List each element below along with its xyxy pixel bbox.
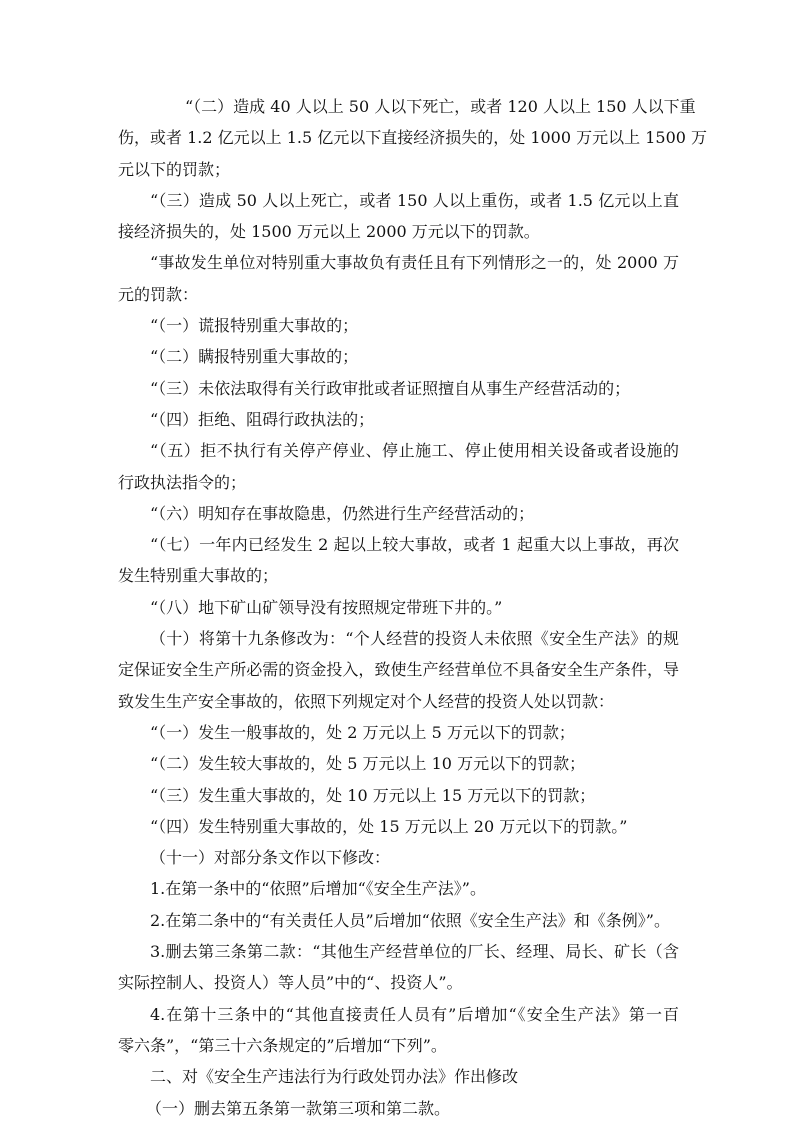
paragraph	[118, 811, 679, 842]
text-line: 元以下的罚款；	[118, 159, 231, 179]
text-line: （十）将第十九条修改为：“个人经营的投资人未依照《安全生产法》的规	[150, 629, 679, 649]
text-line: 4.在第十三条中的“其他直接责任人员有”后增加“《安全生产法》第一百	[150, 1004, 679, 1024]
paragraph	[118, 373, 679, 404]
paragraph	[118, 341, 679, 372]
paragraph	[118, 592, 679, 623]
text-line: “（二）造成 40 人以上 50 人以下死亡，或者 120 人以上 150 人以下重	[185, 97, 696, 116]
paragraph	[118, 999, 679, 1062]
text-line: （一）删去第五条第一款第三项和第二款。	[146, 1098, 451, 1118]
text-line: “（六）明知存在事故隐患，仍然进行生产经营活动的；	[150, 503, 535, 523]
paragraph	[118, 905, 679, 936]
text-line: “（四）拒绝、阻碍行政执法的；	[150, 409, 375, 429]
text-line: “（四）发生特别重大事故的，处 15 万元以上 20 万元以下的罚款。”	[150, 816, 628, 836]
text-line: 元的罚款：	[118, 284, 199, 304]
paragraph	[118, 748, 679, 779]
text-line: “（七）一年内已经发生 2 起以上较大事故，或者 1 起重大以上事故，再次	[150, 535, 679, 555]
text-line: 伤，或者 1.2 亿元以上 1.5 亿元以下直接经济损失的，处 1000 万元以上 1500 万	[118, 128, 708, 148]
text-line: （十一）对部分条文作以下修改：	[150, 848, 391, 868]
document-body	[118, 91, 708, 1124]
paragraph	[118, 842, 679, 873]
text-line: “事故发生单位对特别重大事故负有责任且有下列情形之一的，处 2000 万	[150, 253, 679, 273]
paragraph	[118, 529, 679, 592]
paragraph	[118, 404, 679, 435]
text-line: 发生特别重大事故的；	[118, 566, 279, 586]
text-line: 1.在第一条中的“依照”后增加“《安全生产法》”。	[150, 879, 486, 899]
text-line: “（一）发生一般事故的，处 2 万元以上 5 万元以下的罚款；	[150, 722, 575, 742]
text-line: “（三）造成 50 人以上死亡，或者 150 人以上重伤，或者 1.5 亿元以上直	[150, 190, 679, 210]
paragraph	[118, 185, 679, 248]
text-line: 行政执法指令的；	[118, 472, 247, 492]
text-line: “（三）发生重大事故的，处 10 万元以上 15 万元以下的罚款；	[150, 785, 596, 805]
paragraph	[118, 91, 708, 185]
text-line: 3.删去第三条第二款：“其他生产经营单位的厂长、经理、局长、矿长（含	[150, 942, 679, 962]
text-line: “（二）发生较大事故的，处 5 万元以上 10 万元以下的罚款；	[150, 754, 586, 774]
paragraph	[118, 1061, 679, 1092]
paragraph	[118, 623, 679, 717]
text-line: 零六条”，“第三十六条规定的”后增加“下列”。	[118, 1035, 447, 1055]
text-line: “（五）拒不执行有关停产停业、停止施工、停止使用相关设备或者设施的	[150, 441, 679, 461]
text-line: 2.在第二条中的“有关责任人员”后增加“依照《安全生产法》和《条例》”。	[150, 910, 670, 930]
paragraph	[118, 936, 679, 999]
text-line: 实际控制人、投资人）等人员”中的“、投资人”。	[118, 973, 463, 993]
text-line: 二、对《安全生产违法行为行政处罚办法》作出修改	[150, 1067, 519, 1087]
text-line: “（一）谎报特别重大事故的；	[150, 316, 359, 336]
paragraph	[118, 1093, 679, 1124]
text-line: 接经济损失的，处 1500 万元以上 2000 万元以下的罚款。	[118, 222, 540, 242]
text-line: “（二）瞒报特别重大事故的；	[150, 347, 359, 367]
text-line: 致发生生产安全事故的，依照下列规定对个人经营的投资人处以罚款：	[118, 691, 615, 711]
paragraph	[118, 310, 679, 341]
paragraph	[118, 435, 679, 498]
paragraph	[118, 873, 679, 904]
text-line: 定保证安全生产所必需的资金投入，致使生产经营单位不具备安全生产条件，导	[118, 660, 679, 680]
paragraph	[118, 247, 679, 310]
text-line: “（八）地下矿山矿领导没有按照规定带班下井的。”	[150, 597, 503, 617]
paragraph	[118, 780, 679, 811]
paragraph	[118, 498, 679, 529]
text-line: “（三）未依法取得有关行政审批或者证照擅自从事生产经营活动的；	[150, 378, 631, 398]
paragraph	[118, 717, 679, 748]
